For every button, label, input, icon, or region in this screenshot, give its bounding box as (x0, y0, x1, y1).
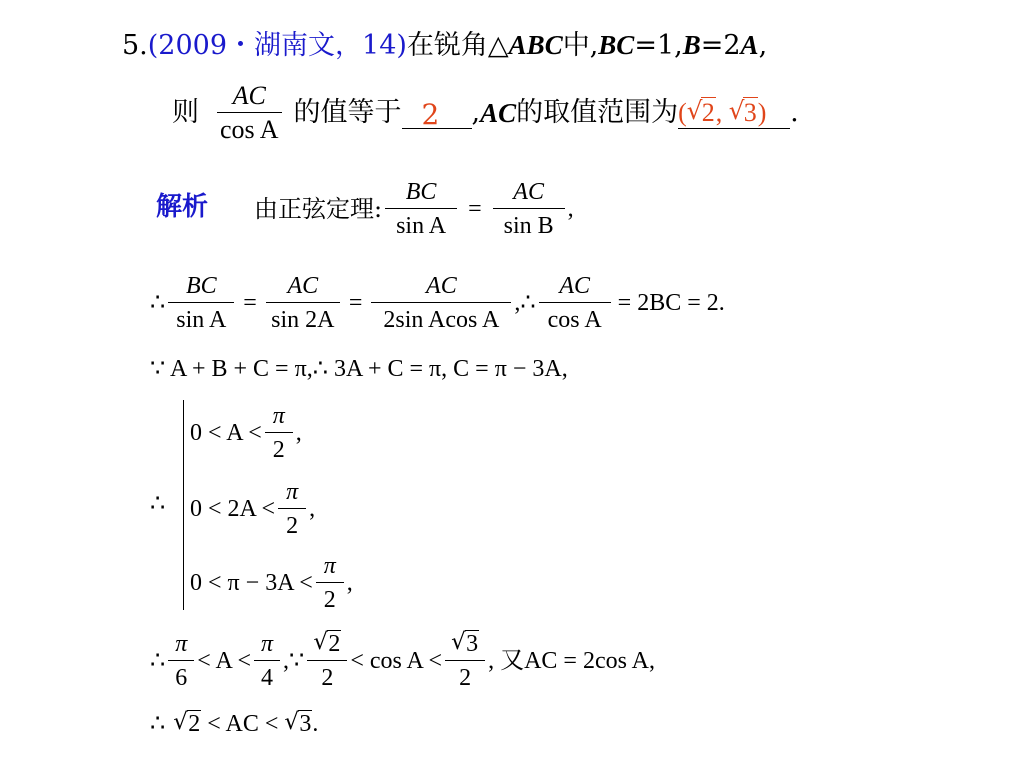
ineq-text: < AC < (207, 711, 279, 737)
therefore-system: ∴ (150, 491, 166, 517)
frac-num (307, 630, 347, 661)
frac-den: sin 2A (271, 307, 335, 333)
answer-blank-1 (402, 98, 472, 129)
solution-line-2: ∴ $\frac{BC}{\text{sin A}}$ = $\frac{AC}{\sin 2A}$ = $\frac{AC}{\text{2sin Acos A}}$ ,∴ $\frac{AC}{\text{cos A}}$ = 2BC = 2. (150, 273, 725, 333)
frac-num: AC (266, 272, 340, 303)
tail: , 又AC = 2cos A, (488, 648, 655, 674)
ineq-row-1 (190, 402, 302, 464)
bc-value: =1, (634, 30, 683, 61)
b-value: =2 (700, 30, 741, 61)
frac-den: 6 (175, 665, 188, 691)
sqrt-value: 3 (466, 631, 479, 657)
frac-pi-4 (254, 630, 280, 692)
frac-pi-2 (278, 478, 306, 540)
sqrt-3-value: 3 (743, 97, 757, 127)
therefore: ∴ (150, 648, 166, 674)
sqrt-2 (687, 96, 716, 130)
frac-den: cos A (547, 307, 602, 333)
comma: , (758, 30, 768, 61)
law-text: 由正弦定理: (254, 195, 383, 223)
brace (183, 400, 184, 610)
answer-2-open: ( (678, 97, 687, 127)
tail: , (567, 196, 574, 222)
sqrt (313, 630, 341, 658)
frac-num: AC (493, 178, 565, 209)
frac-sqrt3-2 (445, 630, 485, 692)
frac-num: π (168, 630, 194, 661)
frac-den: 2 (321, 665, 334, 691)
frac-den: 2 (323, 587, 336, 613)
frac-num: π (278, 478, 306, 509)
ratio-fraction (217, 82, 282, 144)
frac-num: π (316, 552, 344, 583)
sqrt-2-value: 2 (701, 97, 715, 127)
value-text: 的值等于 (293, 97, 402, 128)
ratio-numerator: AC (217, 82, 282, 113)
frac-pi-6 (168, 630, 194, 692)
tail: , (295, 420, 302, 446)
solution-label: 解析 (156, 192, 209, 222)
sqrt-value: 2 (188, 711, 201, 737)
sqrt-value: 2 (328, 631, 341, 657)
frac-den: 2sin Acos A (383, 307, 500, 333)
solution-line-1 (254, 178, 574, 240)
frac-bc-sina (385, 178, 457, 240)
period: . (790, 97, 799, 128)
frac-den: sin A (396, 213, 447, 239)
frac-den: sin A (176, 307, 227, 333)
frac-4 (539, 272, 611, 334)
frac-num: AC (371, 272, 511, 303)
sqrt (284, 710, 312, 738)
sqrt (173, 710, 201, 738)
answer-2-sep: , (715, 97, 729, 127)
frac-pi-2 (265, 402, 293, 464)
sqrt-3 (729, 96, 758, 130)
frac-den: 2 (272, 437, 285, 463)
solution-line-5 (150, 630, 655, 692)
ineq-text: 0 < A < (190, 420, 262, 446)
frac-num: π (265, 402, 293, 433)
answer-1: 2 (421, 97, 440, 131)
frac-num: π (254, 630, 280, 661)
frac-den: sin B (503, 213, 554, 239)
frac-ac-sinb (493, 178, 565, 240)
frac-num (445, 630, 485, 661)
tail: , (346, 570, 353, 596)
frac-den: 2 (459, 665, 472, 691)
frac-num: BC (168, 272, 234, 303)
sqrt (451, 630, 479, 658)
answer-2-close: ) (757, 97, 767, 127)
range-text: 的取值范围为 (516, 97, 679, 128)
problem-line-2 (172, 82, 799, 144)
triangle-name: ABC (508, 30, 563, 60)
ineq-text: 0 < π − 3A < (190, 570, 313, 596)
side-ac: AC (480, 98, 517, 128)
ineq-text: < cos A < (350, 648, 443, 674)
stem-text-2: 中, (562, 30, 599, 61)
ratio-denominator: cos A (220, 115, 279, 144)
frac-den: 2 (286, 513, 299, 539)
stem-text: 在锐角△ (406, 30, 509, 61)
frac-sqrt2-2 (307, 630, 347, 692)
tail: . (312, 711, 319, 737)
because: ,∵ (283, 648, 305, 674)
ineq-row-3 (190, 552, 353, 614)
angle-a: A (740, 30, 759, 60)
frac-2 (266, 272, 340, 334)
solution-line-3: ∵ A + B + C = π,∴ 3A + C = π, C = π − 3A, (150, 356, 568, 382)
sqrt-value: 3 (299, 711, 312, 737)
ineq-text: 0 < 2A < (190, 496, 276, 522)
frac-num: BC (385, 178, 457, 209)
problem-source: (2009・湖南文，14) (147, 30, 407, 61)
angle-b: B (682, 30, 701, 60)
problem-number: 5. (122, 30, 148, 61)
therefore: ∴ (150, 290, 166, 316)
tail: = 2BC = 2. (617, 290, 725, 316)
frac-num: AC (539, 272, 611, 303)
ineq-text: < A < (197, 648, 252, 674)
comma-2: , (471, 97, 481, 128)
side-bc: BC (598, 30, 635, 60)
tail: , (309, 496, 316, 522)
mid: ,∴ (514, 290, 536, 316)
answer-2 (678, 96, 766, 130)
then-text: 则 (172, 97, 199, 128)
frac-1 (168, 272, 234, 334)
solution-line-6 (150, 710, 318, 738)
frac-3 (371, 272, 511, 334)
frac-den: 4 (261, 665, 274, 691)
equals: = (468, 196, 482, 222)
ineq-row-2 (190, 478, 315, 540)
therefore: ∴ (150, 711, 166, 737)
frac-pi-2 (316, 552, 344, 614)
answer-blank-2 (678, 98, 790, 129)
problem-line-1 (122, 28, 767, 63)
